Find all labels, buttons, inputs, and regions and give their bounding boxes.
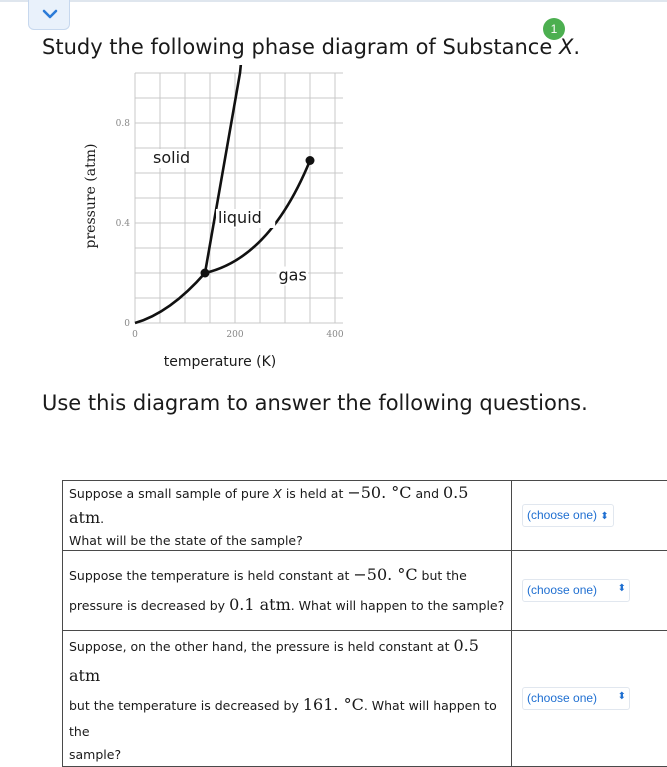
- temperature-value: −50. °C: [353, 565, 417, 584]
- question-text: Suppose a small sample of pure: [69, 486, 273, 501]
- question-text: .: [100, 511, 104, 526]
- x-tick-label: 200: [226, 330, 243, 340]
- x-tick-label: 400: [326, 330, 343, 340]
- question-text: pressure is decreased by: [69, 598, 229, 613]
- x-axis-title: temperature (K): [164, 354, 277, 370]
- question-text: Suppose the temperature is held constant at: [69, 568, 353, 583]
- answer-cell: [512, 550, 667, 630]
- select-arrows-icon: ⬍: [618, 581, 626, 597]
- phase-diagram: [70, 65, 370, 380]
- answer-cell: [512, 630, 667, 766]
- question-row: [63, 550, 667, 630]
- x-tick-label: 0: [132, 330, 138, 340]
- answer-cell: [512, 481, 667, 551]
- answer-select[interactable]: [522, 687, 630, 710]
- problem-title: [42, 35, 580, 59]
- y-tick-label: 0.8: [116, 119, 131, 129]
- chevron-down-icon: [41, 7, 59, 21]
- pressure-value: 0.5 atm: [69, 483, 468, 527]
- substance-variable: X: [273, 486, 282, 501]
- answer-select[interactable]: [522, 579, 630, 602]
- region-label-liquid: liquid: [218, 208, 262, 227]
- top-border: [0, 0, 667, 2]
- y-tick-label: 0: [124, 319, 130, 329]
- y-tick-label: 0.4: [116, 219, 131, 229]
- question-text: What will be the state of the sample?: [69, 533, 303, 548]
- phase-diagram-svg: [70, 65, 370, 380]
- temperature-change-value: 161. °C: [303, 695, 364, 714]
- instructions: Use this diagram to answer the following questions.: [42, 391, 588, 415]
- question-row: [63, 630, 667, 766]
- question-cell: [63, 481, 512, 551]
- select-label: (choose one): [527, 691, 597, 705]
- select-arrows-icon: ⬍: [618, 689, 626, 705]
- question-text: . What will happen to the sample?: [291, 598, 505, 613]
- question-cell: [63, 630, 512, 766]
- select-arrows-icon: ⬍: [600, 511, 608, 522]
- select-label: (choose one): [527, 508, 597, 522]
- question-text: but the temperature is decreased by: [69, 698, 303, 713]
- title-prefix: Study the following phase diagram of Substance: [42, 35, 559, 59]
- temperature-value: −50. °C: [347, 483, 411, 502]
- select-label: (choose one): [527, 583, 597, 597]
- question-text: and: [412, 486, 443, 501]
- questions-table: [62, 480, 667, 767]
- question-text: is held at: [282, 486, 347, 501]
- question-text: Suppose, on the other hand, the pressure is held constant at: [69, 639, 453, 654]
- y-axis-title: pressure (atm): [83, 144, 99, 249]
- answer-select[interactable]: [522, 504, 614, 527]
- question-text: but the: [418, 568, 467, 583]
- region-label-gas: gas: [279, 266, 307, 285]
- pressure-value: 0.5 atm: [69, 636, 479, 685]
- critical-point: [306, 156, 315, 165]
- question-text: . What will happen to the: [69, 698, 497, 739]
- pressure-change-value: 0.1 atm: [229, 595, 291, 614]
- notification-badge: 1: [543, 18, 565, 40]
- question-row: [63, 481, 667, 551]
- question-cell: [63, 550, 512, 630]
- triple-point: [201, 269, 210, 278]
- region-label-solid: solid: [153, 148, 190, 167]
- collapse-button[interactable]: [28, 0, 70, 30]
- question-text: sample?: [69, 747, 121, 762]
- title-suffix: .: [573, 35, 580, 59]
- substance-variable: X: [559, 35, 573, 59]
